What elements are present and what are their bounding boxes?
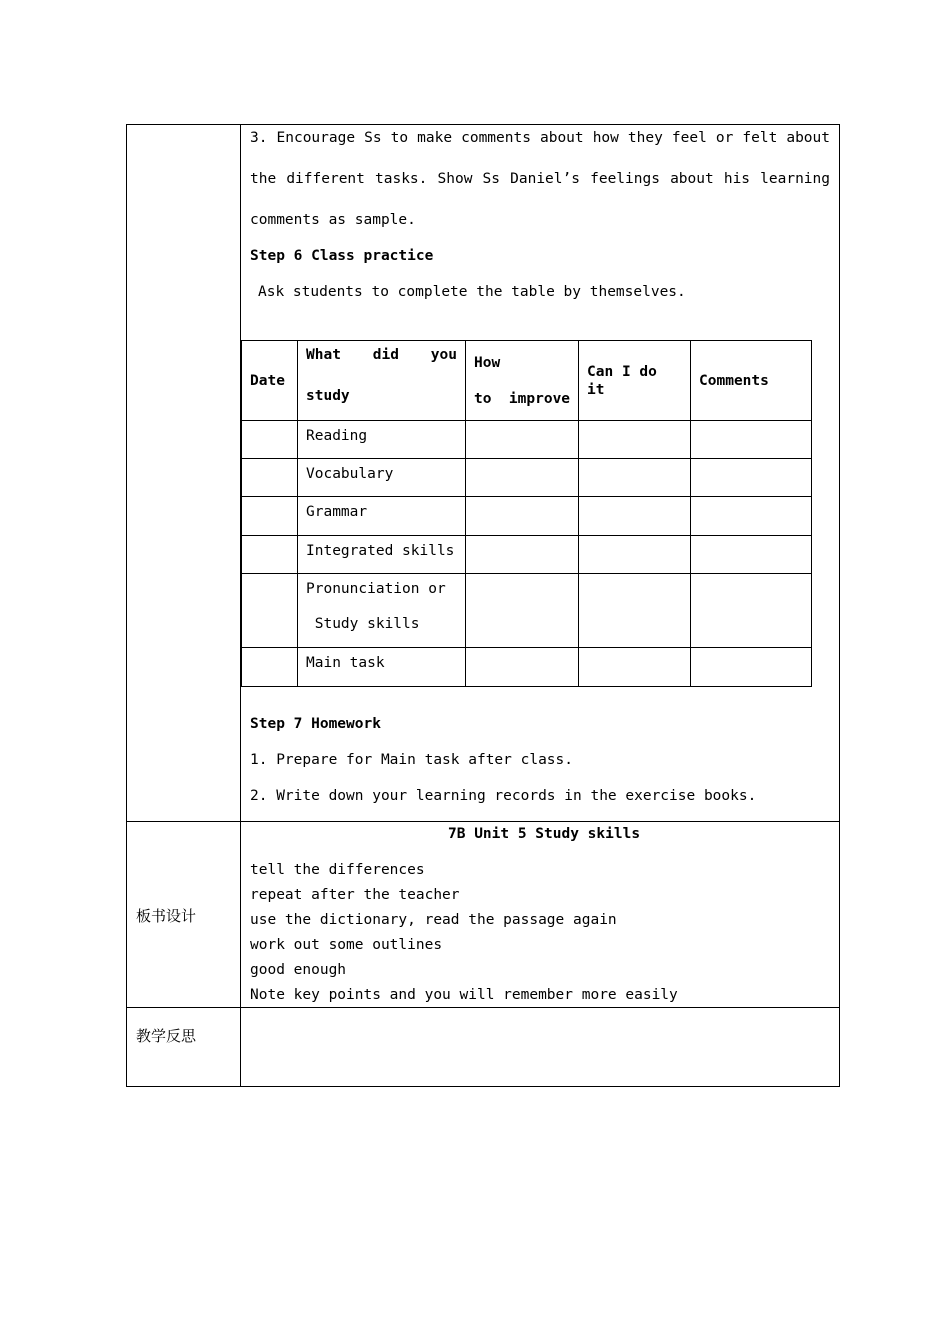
board-line: use the dictionary, read the passage again (250, 912, 617, 928)
board-line: good enough (250, 962, 347, 978)
step7-title: Step 7 Homework (250, 716, 381, 732)
table-row (242, 536, 812, 574)
item3-line2: the different tasks. Show Ss Daniel’s feelings about his learning (250, 171, 830, 187)
board-line: tell the differences (250, 862, 425, 878)
table-row (242, 459, 812, 497)
homework-item-2: 2. Write down your learning records in the exercise books. (250, 788, 757, 804)
board-line: work out some outlines (250, 937, 443, 953)
step6-instruction: Ask students to complete the table by themselves. (258, 284, 686, 300)
homework-item-1: 1. Prepare for Main task after class. (250, 752, 574, 768)
header-comments: Comments (691, 341, 812, 421)
header-how: How to improve (466, 341, 579, 421)
header-date: Date (242, 341, 298, 421)
table-row (242, 574, 812, 648)
table-row (242, 421, 812, 459)
row-divider-reflection (126, 1007, 840, 1008)
header-can: Can I do it (579, 341, 691, 421)
board-design-label: 板书设计 (136, 907, 197, 925)
header-what: What did you study (298, 341, 466, 421)
row-divider-board (126, 821, 840, 822)
row-subject: Main task (298, 648, 466, 687)
item3-line3: comments as sample. (250, 212, 416, 228)
practice-table (241, 340, 812, 687)
board-line: repeat after the teacher (250, 887, 460, 903)
row-subject: Pronunciation or Study skills (298, 574, 466, 648)
table-row (242, 497, 812, 536)
row-subject: Grammar (298, 497, 466, 536)
practice-table-header (242, 341, 812, 421)
row-subject: Reading (298, 421, 466, 459)
reflection-label: 教学反思 (136, 1027, 197, 1045)
board-title: 7B Unit 5 Study skills (448, 826, 641, 842)
table-row (242, 648, 812, 687)
step6-title: Step 6 Class practice (250, 248, 434, 264)
row-subject: Integrated skills (298, 536, 466, 574)
row-subject: Vocabulary (298, 459, 466, 497)
board-line: Note key points and you will remember more easily (250, 987, 678, 1003)
item3-line1: 3. Encourage Ss to make comments about how they feel or felt about (250, 130, 830, 146)
